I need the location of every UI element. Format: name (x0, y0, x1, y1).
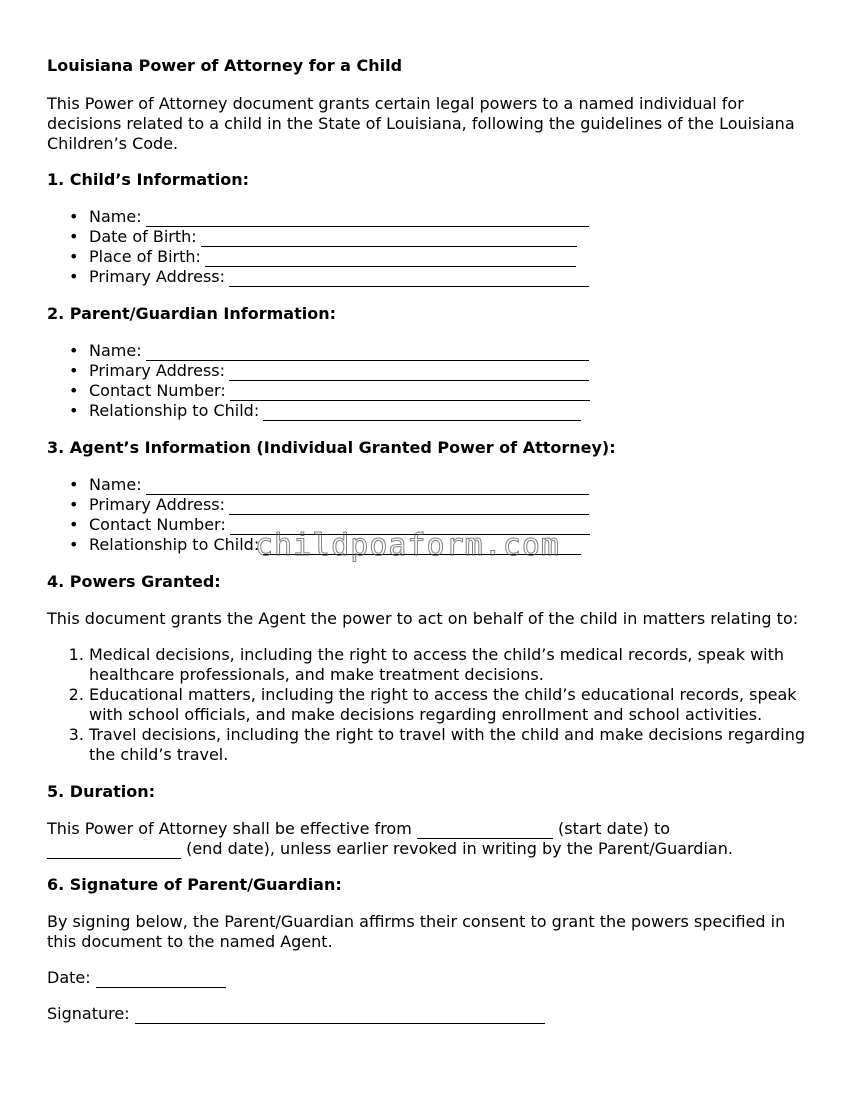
field-parent-name: • Name: (89, 341, 807, 361)
field-agent-contact: • Contact Number: (89, 515, 807, 535)
section-heading-powers: 4. Powers Granted: (47, 572, 221, 591)
parent-contact-input[interactable] (230, 383, 590, 401)
signature-input[interactable] (135, 1007, 545, 1024)
field-child-address: • Primary Address: (89, 267, 807, 287)
child-info-list (47, 207, 807, 287)
start-date-input[interactable] (417, 822, 553, 839)
duration-paragraph: This Power of Attorney shall be effective from (start date) to (end date), unless earlier revoked in writing by the Parent/Guardian. (47, 819, 733, 858)
intro-paragraph: This Power of Attorney document grants certain legal powers to a named individual for decisions related to a child in the State of Louisiana, following the guidelines of the Louisiana Children’s Code. (47, 94, 795, 153)
child-name-input[interactable] (146, 209, 589, 227)
agent-name-input[interactable] (146, 477, 589, 495)
document-title: Louisiana Power of Attorney for a Child (47, 56, 403, 75)
field-parent-relationship: • Relationship to Child: (89, 401, 807, 421)
watermark-text: childpoaform.com (255, 528, 560, 563)
field-agent-address: • Primary Address: (89, 495, 807, 515)
power-medical: 1. Medical decisions, including the right to access the child’s medical records, speak with healthcare professionals, and make treatment decisions. (89, 645, 807, 685)
parent-info-list (47, 341, 807, 421)
signature-date-input[interactable] (96, 971, 226, 988)
section-heading-agent: 3. Agent’s Information (Individual Granted Power of Attorney): (47, 438, 616, 457)
parent-relationship-input[interactable] (263, 403, 581, 421)
child-birthplace-input[interactable] (205, 249, 576, 267)
field-child-name: • Name: (89, 207, 807, 227)
section-heading-signature: 6. Signature of Parent/Guardian: (47, 875, 342, 894)
section-heading-duration: 5. Duration: (47, 782, 156, 801)
field-agent-relationship: • Relationship to Child: (89, 535, 807, 555)
section-heading-parent: 2. Parent/Guardian Information: (47, 304, 336, 323)
end-date-input[interactable] (47, 842, 181, 859)
signature-line: Signature: (47, 1004, 807, 1024)
section-heading-child: 1. Child’s Information: (47, 170, 250, 189)
field-parent-contact: • Contact Number: (89, 381, 807, 401)
field-child-birthplace: • Place of Birth: (89, 247, 807, 267)
power-educational: 2. Educational matters, including the right to access the child’s educational records, speak with school officials, and make decisions regarding enrollment and school activities. (89, 685, 807, 725)
date-line: Date: (47, 968, 807, 988)
child-dob-input[interactable] (201, 229, 577, 247)
child-address-input[interactable] (229, 269, 589, 287)
powers-list (47, 645, 807, 765)
power-travel: 3. Travel decisions, including the right to travel with the child and make decisions regarding the child’s travel. (89, 725, 807, 765)
agent-address-input[interactable] (229, 497, 589, 515)
powers-intro: This document grants the Agent the power to act on behalf of the child in matters relating to: (47, 609, 799, 628)
signature-paragraph: By signing below, the Parent/Guardian affirms their consent to grant the powers specified in this document to the named Agent. (47, 912, 786, 951)
parent-name-input[interactable] (146, 343, 589, 361)
parent-address-input[interactable] (229, 363, 589, 381)
field-child-dob: • Date of Birth: (89, 227, 807, 247)
field-agent-name: • Name: (89, 475, 807, 495)
field-parent-address: • Primary Address: (89, 361, 807, 381)
